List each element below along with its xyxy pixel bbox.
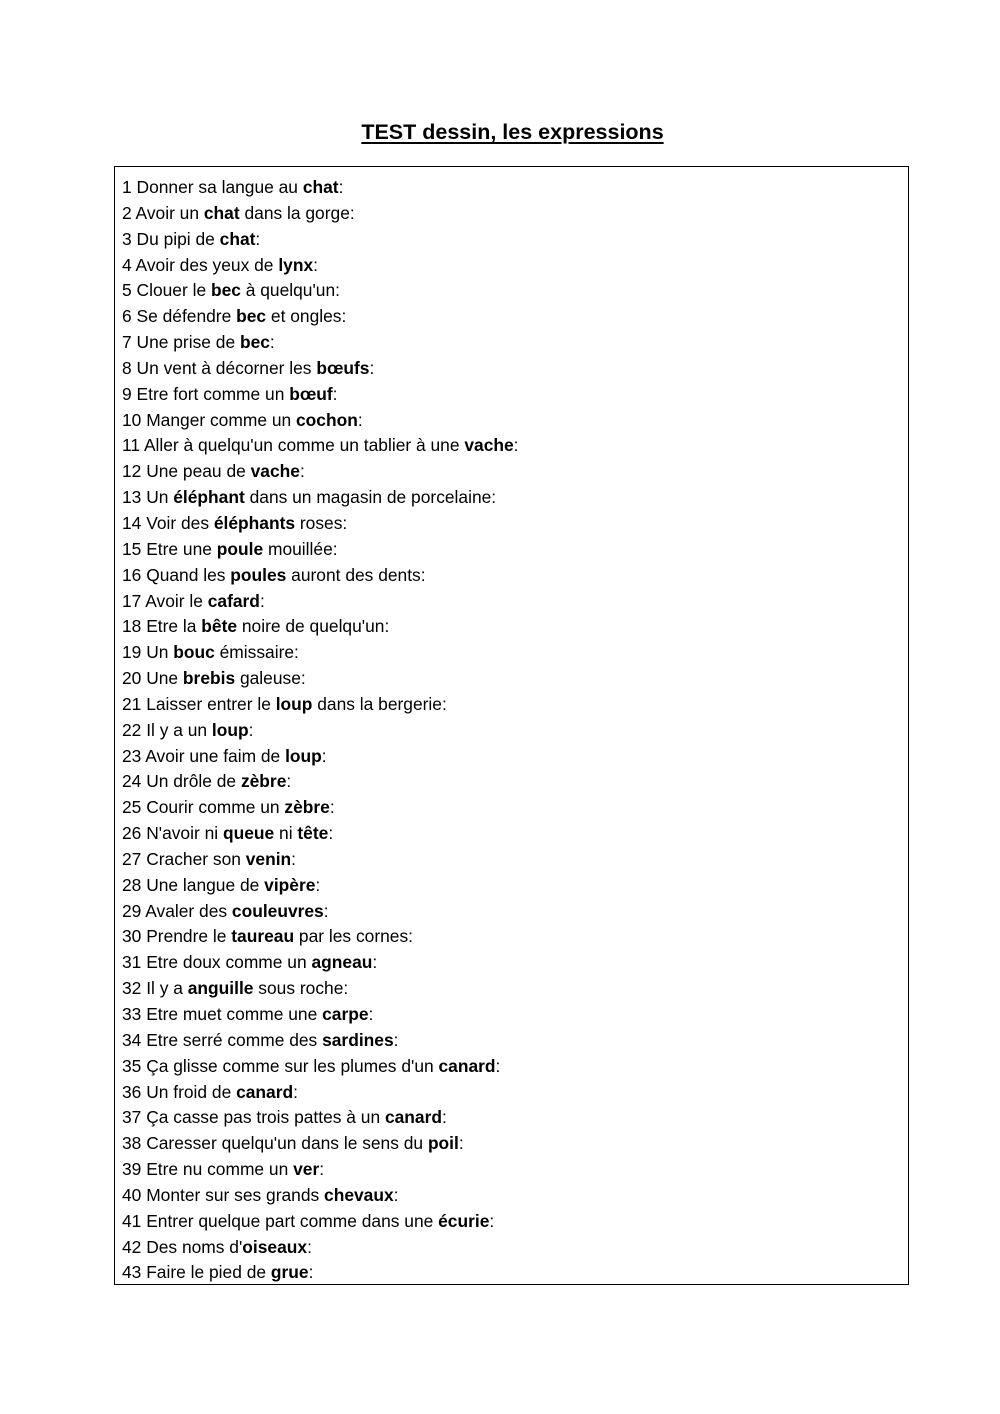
expression-item xyxy=(122,666,903,692)
expression-item xyxy=(122,873,903,899)
expression-number: 20 xyxy=(122,668,142,689)
expression-text: sous roche: xyxy=(253,978,349,999)
expression-text: Des noms d' xyxy=(146,1236,243,1257)
expression-text: dans la gorge: xyxy=(239,202,355,223)
expression-keyword: poule xyxy=(216,538,264,559)
expression-text: dans un magasin de porcelaine: xyxy=(244,487,497,508)
expression-text: Etre serré comme des xyxy=(146,1029,323,1050)
expression-number: 26 xyxy=(122,823,142,844)
expression-text: : xyxy=(293,1081,298,1102)
expression-number: 41 xyxy=(122,1210,142,1231)
expression-keyword: couleuvres xyxy=(231,900,324,921)
expression-item xyxy=(122,563,903,589)
expression-text: Une peau de xyxy=(146,461,251,482)
expression-item xyxy=(122,485,903,511)
expression-keyword: bœuf xyxy=(289,383,333,404)
expression-number: 3 xyxy=(122,228,132,249)
expression-keyword: vipère xyxy=(264,874,316,895)
expression-text: Ça casse pas trois pattes à un xyxy=(146,1107,385,1128)
expression-number: 8 xyxy=(122,357,132,378)
expression-item xyxy=(122,976,903,1002)
expression-item xyxy=(122,769,903,795)
expression-item xyxy=(122,1157,903,1183)
expression-number: 38 xyxy=(122,1133,142,1154)
expression-text: Il y a xyxy=(146,978,188,999)
expression-item xyxy=(122,511,903,537)
expression-keyword: grue xyxy=(270,1262,309,1283)
expression-text: Du pipi de xyxy=(136,228,220,249)
expression-text: dans la bergerie: xyxy=(312,693,447,714)
expression-keyword: loup xyxy=(285,745,322,766)
expression-text: : xyxy=(458,1133,464,1154)
expression-text: Une prise de xyxy=(136,332,240,353)
expression-text: : xyxy=(299,461,305,482)
expression-text: galeuse: xyxy=(235,668,306,689)
expression-text: Une langue de xyxy=(146,874,265,895)
expression-keyword: chat xyxy=(302,177,339,197)
expression-number: 23 xyxy=(122,745,142,766)
expression-item xyxy=(122,330,903,356)
expression-text: : xyxy=(255,228,261,249)
expression-keyword: canard xyxy=(438,1055,496,1076)
expression-number: 28 xyxy=(122,874,142,895)
expression-item xyxy=(122,950,903,976)
expression-text: Faire le pied de xyxy=(146,1262,271,1283)
expression-number: 16 xyxy=(122,564,142,585)
expression-number: 36 xyxy=(122,1081,142,1102)
expression-text: : xyxy=(319,1159,325,1180)
expression-number: 35 xyxy=(122,1055,142,1076)
expression-item xyxy=(122,304,903,330)
expression-text: Avoir une faim de xyxy=(145,745,286,766)
expression-keyword: anguille xyxy=(187,978,254,999)
expressions-box xyxy=(114,166,909,1285)
expression-keyword: bœufs xyxy=(316,357,370,378)
expression-keyword: canard xyxy=(384,1107,442,1128)
expression-keyword: brebis xyxy=(182,668,236,689)
expression-keyword: chat xyxy=(203,202,240,223)
expression-keyword: oiseaux xyxy=(242,1236,308,1257)
expression-keyword: zèbre xyxy=(284,797,330,818)
expression-number: 43 xyxy=(122,1262,142,1283)
expression-text: Se défendre xyxy=(136,306,237,327)
expression-keyword: ver xyxy=(293,1159,320,1180)
expression-item xyxy=(122,821,903,847)
expression-keyword: canard xyxy=(236,1081,294,1102)
expression-text: Un xyxy=(146,642,174,663)
expression-item xyxy=(122,227,903,253)
expression-item xyxy=(122,459,903,485)
expression-keyword: cafard xyxy=(207,590,260,611)
expression-text: N'avoir ni xyxy=(146,823,223,844)
expression-keyword: chevaux xyxy=(324,1184,394,1205)
expression-item xyxy=(122,1235,903,1261)
expression-text: : xyxy=(393,1029,399,1050)
expression-item xyxy=(122,253,903,279)
expression-text: : xyxy=(368,1004,374,1024)
expression-keyword: loup xyxy=(275,693,313,714)
expression-item xyxy=(122,356,903,382)
expression-text: Avoir un xyxy=(135,202,204,223)
expression-number: 31 xyxy=(122,952,142,973)
expression-text: ni xyxy=(274,823,298,844)
expression-item xyxy=(122,899,903,925)
expression-text: Etre une xyxy=(146,538,217,559)
expression-item xyxy=(122,382,903,408)
expression-item xyxy=(122,201,903,227)
expression-text: à quelqu'un: xyxy=(240,280,340,301)
expression-text: noire de quelqu'un: xyxy=(237,616,390,637)
expression-text: Ça glisse comme sur les plumes d'un xyxy=(146,1055,439,1076)
expression-keyword: éléphant xyxy=(173,487,245,508)
expression-item xyxy=(122,408,903,434)
expression-text: Aller à quelqu'un comme un tablier à une xyxy=(143,435,465,456)
expression-keyword: taureau xyxy=(231,926,295,947)
expression-number: 11 xyxy=(122,435,141,456)
expression-text: : xyxy=(313,254,318,275)
expression-number: 21 xyxy=(122,693,142,714)
expression-keyword: loup xyxy=(211,719,249,740)
expression-text: : xyxy=(372,952,378,973)
expression-text: Une xyxy=(146,668,183,689)
expression-text: Prendre le xyxy=(146,926,232,947)
expression-text: Etre la xyxy=(146,616,202,637)
expression-item xyxy=(122,1028,903,1054)
expression-number: 19 xyxy=(122,642,142,663)
expression-number: 33 xyxy=(122,1004,142,1024)
expression-item xyxy=(122,433,903,459)
expression-text: mouillée: xyxy=(263,538,338,559)
expression-number: 25 xyxy=(122,797,142,818)
expression-text: Un vent à décorner les xyxy=(136,357,317,378)
expression-text: émissaire: xyxy=(214,642,299,663)
expression-text: : xyxy=(248,719,254,740)
expression-text: : xyxy=(489,1210,495,1231)
expression-keyword: lynx xyxy=(278,254,314,275)
expression-text: Un xyxy=(146,487,174,508)
expression-item xyxy=(122,1054,903,1080)
expression-keyword: bête xyxy=(201,616,238,637)
expression-text: : xyxy=(369,357,375,378)
expression-text: Laisser entrer le xyxy=(146,693,276,714)
expression-number: 37 xyxy=(122,1107,142,1128)
expression-keyword: agneau xyxy=(311,952,373,973)
expression-text: Etre fort comme un xyxy=(136,383,290,404)
expression-text: : xyxy=(307,1236,312,1257)
expression-keyword: venin xyxy=(245,848,292,869)
expression-item xyxy=(122,1080,903,1106)
expression-number: 9 xyxy=(122,383,132,404)
expression-text: Manger comme un xyxy=(146,409,297,430)
expression-text: : xyxy=(286,771,292,792)
expression-text: Voir des xyxy=(146,512,214,533)
expression-item xyxy=(122,1002,903,1028)
expression-number: 29 xyxy=(122,900,142,921)
expression-text: Entrer quelque part comme dans une xyxy=(146,1210,439,1231)
expression-keyword: sardines xyxy=(322,1029,394,1050)
expression-text: : xyxy=(328,823,334,844)
expression-text: roses: xyxy=(295,512,348,533)
expression-item xyxy=(122,718,903,744)
expression-text: Il y a un xyxy=(146,719,212,740)
page-title: TEST dessin, les expressions xyxy=(361,120,664,144)
expression-text: : xyxy=(291,848,297,869)
expression-text: : xyxy=(338,177,344,197)
expression-keyword: carpe xyxy=(322,1004,369,1024)
expression-item xyxy=(122,278,903,304)
expression-number: 2 xyxy=(122,202,132,223)
expression-text: Clouer le xyxy=(136,280,211,301)
expression-number: 4 xyxy=(122,254,132,275)
expression-text: : xyxy=(323,900,329,921)
expression-item xyxy=(122,589,903,615)
expression-text: Un froid de xyxy=(146,1081,237,1102)
expression-keyword: écurie xyxy=(438,1210,490,1231)
expression-text: : xyxy=(357,409,363,430)
expression-number: 42 xyxy=(122,1236,142,1257)
expression-number: 34 xyxy=(122,1029,142,1050)
expression-keyword: bec xyxy=(239,332,270,353)
expression-number: 40 xyxy=(122,1184,142,1205)
expression-item xyxy=(122,537,903,563)
expression-number: 24 xyxy=(122,771,142,792)
expression-item xyxy=(122,692,903,718)
expression-text: : xyxy=(269,332,275,353)
expression-keyword: zèbre xyxy=(240,771,287,792)
expression-text: : xyxy=(321,745,327,766)
expression-number: 22 xyxy=(122,719,142,740)
expression-text: Courir comme un xyxy=(146,797,285,818)
expression-number: 10 xyxy=(122,409,142,430)
expression-text: Avoir le xyxy=(145,590,208,611)
expression-text: : xyxy=(495,1055,501,1076)
expression-text: Etre nu comme un xyxy=(146,1159,294,1180)
expression-text: Monter sur ses grands xyxy=(146,1184,325,1205)
expression-text: : xyxy=(332,383,338,404)
expression-text: par les cornes: xyxy=(294,926,413,947)
expression-keyword: poules xyxy=(230,564,287,585)
expression-item xyxy=(122,1209,903,1235)
expression-item xyxy=(122,1183,903,1209)
expression-text: Un drôle de xyxy=(146,771,241,792)
expression-keyword: queue xyxy=(222,823,275,844)
expression-text: : xyxy=(329,797,335,818)
expression-number: 14 xyxy=(122,512,142,533)
expression-text: : xyxy=(259,590,265,611)
expression-keyword: bec xyxy=(236,306,267,327)
expression-number: 18 xyxy=(122,616,142,637)
expression-number: 13 xyxy=(122,487,142,508)
expression-item xyxy=(122,640,903,666)
expression-item xyxy=(122,1260,903,1286)
expression-number: 6 xyxy=(122,306,132,327)
expression-text: : xyxy=(393,1184,399,1205)
expression-item xyxy=(122,1105,903,1131)
expression-text: Caresser quelqu'un dans le sens du xyxy=(146,1133,428,1154)
expression-text: Avoir des yeux de xyxy=(135,254,279,275)
expression-number: 7 xyxy=(122,332,132,353)
expression-item xyxy=(122,175,903,201)
expression-list xyxy=(122,175,903,1286)
expression-item xyxy=(122,744,903,770)
expression-text: auront des dents: xyxy=(286,564,426,585)
expression-number: 30 xyxy=(122,926,142,947)
expression-keyword: vache xyxy=(464,435,514,456)
expression-text: : xyxy=(513,435,519,456)
expression-number: 12 xyxy=(122,461,142,482)
expression-number: 5 xyxy=(122,280,132,301)
expression-keyword: bec xyxy=(210,280,241,301)
expression-keyword: bouc xyxy=(173,642,215,663)
expression-item xyxy=(122,847,903,873)
expression-number: 27 xyxy=(122,848,142,869)
expression-text: Cracher son xyxy=(146,848,246,869)
expression-text: : xyxy=(308,1262,314,1283)
expression-number: 17 xyxy=(122,590,142,611)
expression-item xyxy=(122,614,903,640)
expression-text: et ongles: xyxy=(266,306,347,327)
expression-number: 32 xyxy=(122,978,142,999)
expression-item xyxy=(122,924,903,950)
expression-keyword: poil xyxy=(427,1133,459,1154)
expression-text: Quand les xyxy=(146,564,231,585)
expression-text: Etre muet comme une xyxy=(146,1004,323,1024)
expression-text: Avaler des xyxy=(145,900,232,921)
expression-keyword: chat xyxy=(219,228,256,249)
expression-text: Donner sa langue au xyxy=(136,177,303,197)
expression-keyword: cochon xyxy=(296,409,358,430)
expression-number: 1 xyxy=(122,177,132,197)
expression-keyword: tête xyxy=(297,823,329,844)
expression-number: 39 xyxy=(122,1159,142,1180)
expression-text: : xyxy=(315,874,321,895)
expression-text: : xyxy=(441,1107,447,1128)
expression-number: 15 xyxy=(122,538,142,559)
expression-text: Etre doux comme un xyxy=(146,952,312,973)
expression-keyword: vache xyxy=(250,461,300,482)
expression-item xyxy=(122,1131,903,1157)
expression-item xyxy=(122,795,903,821)
expression-keyword: éléphants xyxy=(213,512,296,533)
